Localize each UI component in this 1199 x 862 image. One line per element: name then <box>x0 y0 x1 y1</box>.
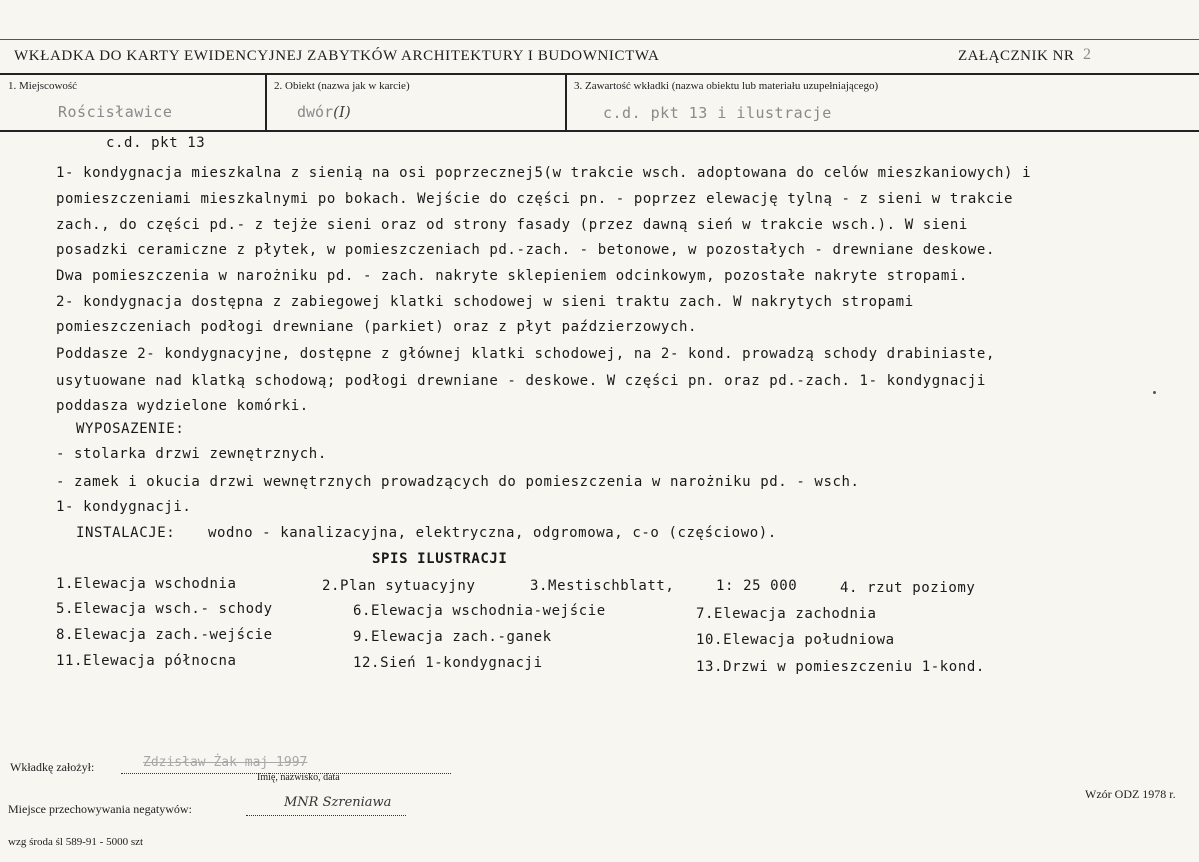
description-line: Poddasze 2- kondygnacyjne, dostępne z głównej klatki schodowej, na 2- kond. prowadzą schody drabiniaste, <box>56 346 995 362</box>
illustration-item: 3.Mestischblatt, <box>530 578 675 594</box>
description-line: poddasza wydzielone komórki. <box>56 398 309 414</box>
illustrations-heading: SPIS ILUSTRACJI <box>372 551 508 567</box>
negatives-dotted-line <box>246 815 406 816</box>
locality-label: 1. Miejscowość <box>8 80 78 92</box>
table-top-rule <box>0 73 1199 75</box>
description-line: usytuowane nad klatką schodową; podłogi drewniane - deskowe. W części pn. oraz pd.-zach. 1- kondygnacji <box>56 373 986 389</box>
negatives-label: Miejsce przechowywania negatywów: <box>8 802 192 816</box>
illustration-item: 9.Elewacja zach.-ganek <box>353 629 552 645</box>
founder-caption: Imię, nazwisko, data <box>257 772 340 783</box>
object-value-extra: (I) <box>333 103 351 121</box>
description-line: zach., do części pd.- z tejże sieni oraz od strony fasady (przez dawną sień w trakcie wsch.). W sieni <box>56 217 968 233</box>
stray-mark <box>1153 391 1156 394</box>
illustration-item: 4. rzut poziomy <box>840 580 976 596</box>
object-value: dwór(I) <box>297 103 351 121</box>
illustration-item: 1.Elewacja wschodnia <box>56 576 237 592</box>
attachment-label: ZAŁĄCZNIK NR <box>958 48 1075 64</box>
illustration-item: 13.Drzwi w pomieszczeniu 1-kond. <box>696 659 985 675</box>
description-line: Dwa pomieszczenia w narożniku pd. - zach. nakryte sklepieniem odcinkowym, pozostałe nakryte stropami. <box>56 268 968 284</box>
form-title: WKŁADKA DO KARTY EWIDENCYJNEJ ZABYTKÓW ARCHITEKTURY I BUDOWNICTWA <box>14 48 660 64</box>
locality-value: Rościsławice <box>58 103 173 121</box>
description-line: pomieszczeniach podłogi drewniane (parkiet) oraz z płyt paździerzowych. <box>56 319 698 335</box>
attachment-number: 2 <box>1083 46 1091 63</box>
illustration-item: 5.Elewacja wsch.- schody <box>56 601 273 617</box>
form-version: Wzór ODZ 1978 r. <box>1085 787 1176 801</box>
equipment-item: - zamek i okucia drzwi wewnętrznych prowadzących do pomieszczenia w narożniku pd. - wsch. <box>56 474 860 490</box>
description-line: 2- kondygnacja dostępna z zabiegowej klatki schodowej w sieni traktu zach. W nakrytych stropami <box>56 294 914 310</box>
illustration-item: 7.Elewacja zachodnia <box>696 606 877 622</box>
illustration-item: 6.Elewacja wschodnia-wejście <box>353 603 606 619</box>
illustration-item: 2.Plan sytuacyjny <box>322 578 476 594</box>
table-bottom-rule <box>0 130 1199 132</box>
illustration-item: 10.Elewacja południowa <box>696 632 895 648</box>
illustration-scale: 1: 25 000 <box>716 578 798 594</box>
print-info: wzg środa śl 589-91 - 5000 szt <box>8 836 144 848</box>
table-divider-2 <box>565 73 567 131</box>
equipment-item: 1- kondygnacji. <box>56 499 192 515</box>
founder-label: Wkładkę założył: <box>10 760 95 774</box>
founder-value: Zdzisław Żak maj 1997 <box>143 755 308 770</box>
description-line: 1- kondygnacja mieszkalna z sienią na osi poprzecznej5(w trakcie wsch. adoptowana do celów mieszkaniowych) i <box>56 165 1032 181</box>
illustration-item: 11.Elewacja północna <box>56 653 237 669</box>
description-line: posadzki ceramiczne z płytek, w pomieszczeniach pd.-zach. - betonowe, w pozostałych - drewniane deskowe. <box>56 242 995 258</box>
negatives-value: MNR Szreniawa <box>284 795 392 810</box>
installations-label: INSTALACJE: <box>76 525 176 541</box>
installations-value: wodno - kanalizacyjna, elektryczna, odgromowa, c-o (częściowo). <box>208 525 777 541</box>
illustration-item: 8.Elewacja zach.-wejście <box>56 627 273 643</box>
table-divider-1 <box>265 73 267 131</box>
equipment-heading: WYPOSAZENIE: <box>76 421 185 437</box>
content-label: 3. Zawartość wkładki (nazwa obiektu lub materiału uzupełniającego) <box>574 80 879 92</box>
illustration-item: 12.Sień 1-kondygnacji <box>353 655 543 671</box>
content-value: c.d. pkt 13 i ilustracje <box>603 104 832 122</box>
continuation-note: c.d. pkt 13 <box>106 135 206 151</box>
equipment-item: - stolarka drzwi zewnętrznych. <box>56 446 327 462</box>
description-line: pomieszczeniami mieszkalnymi po bokach. Wejście do części pn. - poprzez elewację tylną - z sieni w trakcie <box>56 191 1014 207</box>
object-label: 2. Obiekt (nazwa jak w karcie) <box>274 80 410 92</box>
